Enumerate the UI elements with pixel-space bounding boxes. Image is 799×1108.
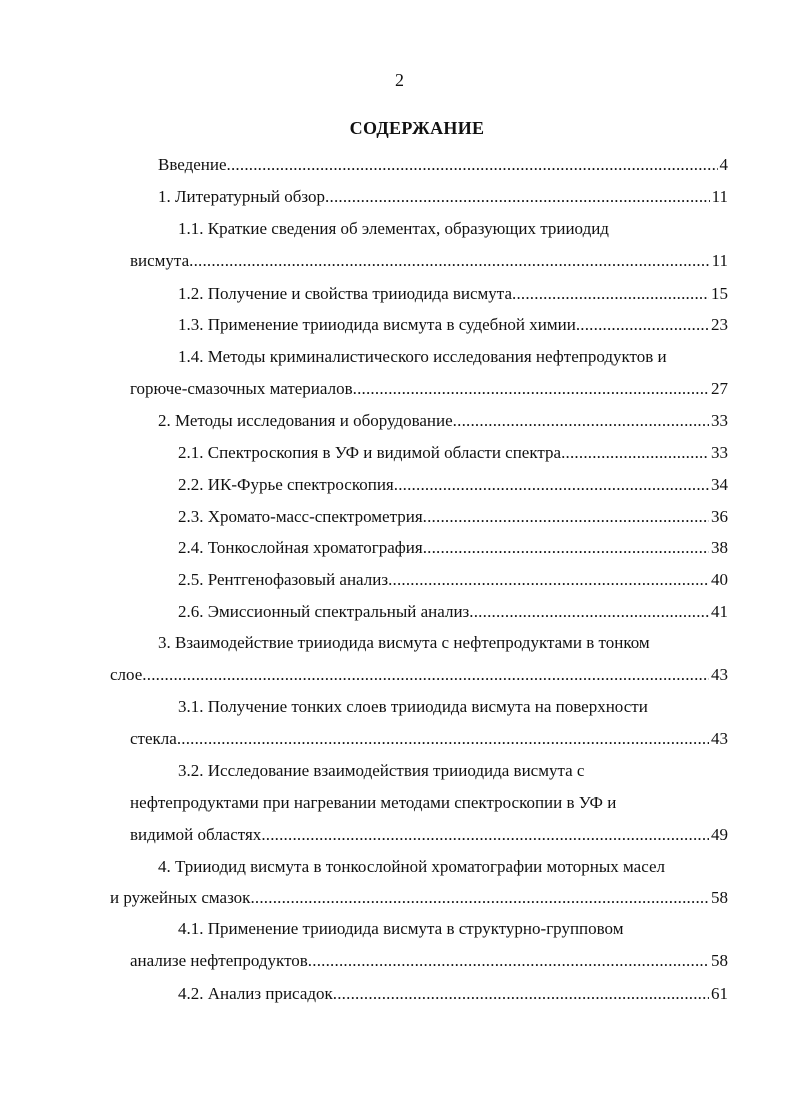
toc-entry-label: 2.1. Спектроскопия в УФ и видимой области спектра (178, 443, 562, 462)
toc-entry-page: 11 (711, 187, 728, 206)
toc-leader (333, 983, 709, 1005)
toc-entry-label: 1.3. Применение трииодида висмута в судебной химии (178, 315, 576, 334)
toc-entry-page: 61 (711, 984, 728, 1003)
toc-entry-label: 2.5. Рентгенофазовый анализ (178, 570, 389, 589)
toc-entry-page: 11 (711, 251, 728, 270)
toc-entry-s3-1-line1[interactable]: 3.1. Получение тонких слоев трииодида висмута на поверхности (178, 697, 648, 716)
toc-leader (250, 887, 709, 909)
toc-leader (469, 601, 709, 623)
toc-entry-s3-2-line2[interactable]: нефтепродуктами при нагревании методами спектроскопии в УФ и (130, 793, 617, 812)
toc-entry-page: 58 (711, 888, 728, 907)
toc-leader (227, 154, 718, 176)
toc-entry-s2-3[interactable] (178, 506, 728, 528)
toc-entry-s3-1[interactable] (130, 728, 728, 750)
toc-entry-s4-line1[interactable]: 4. Трииодид висмута в тонкослойной хроматографии моторных масел (158, 857, 666, 876)
toc-entry-intro[interactable] (158, 154, 728, 176)
page-title: СОДЕРЖАНИЕ (349, 118, 485, 138)
toc-leader (561, 442, 709, 464)
toc-entry-s4-1-line1[interactable]: 4.1. Применение трииодида висмута в структурно-групповом (178, 919, 624, 938)
toc-leader (512, 283, 709, 305)
toc-entry-label: горюче-смазочных материалов (130, 379, 353, 398)
toc-entry-s1-1-line1[interactable]: 1.1. Краткие сведения об элементах, образующих трииодид (178, 219, 609, 238)
toc-leader (423, 537, 709, 559)
toc-entry-label: 1. Литературный обзор (158, 187, 326, 206)
toc-entry-page: 36 (711, 507, 728, 526)
toc-entry-page: 49 (711, 825, 728, 844)
toc-entry-page: 33 (711, 443, 728, 462)
toc-entry-s1-2[interactable] (178, 283, 728, 305)
toc-entry-s2-1[interactable] (178, 442, 728, 464)
toc-leader (353, 378, 709, 400)
toc-entry-s2-4[interactable] (178, 537, 728, 559)
toc-entry-label: стекла (130, 729, 177, 748)
toc-entry-s1-4[interactable] (130, 378, 728, 400)
toc-leader (453, 410, 709, 432)
toc-entry-s1-1[interactable] (130, 250, 728, 272)
toc-entry-page: 15 (711, 284, 728, 303)
toc-entry-s3-line1[interactable]: 3. Взаимодействие трииодида висмута с нефтепродуктами в тонком (158, 633, 650, 652)
toc-entry-label: слое (110, 665, 143, 684)
toc-entry-page: 58 (711, 951, 728, 970)
toc-leader (394, 474, 709, 496)
toc-entry-label: 2.4. Тонкослойная хроматография (178, 538, 423, 557)
toc-entry-page: 40 (711, 570, 728, 589)
toc-entry-s2-5[interactable] (178, 569, 728, 591)
toc-leader (189, 250, 710, 272)
toc-entry-page: 41 (711, 602, 728, 621)
toc-leader (325, 186, 710, 208)
toc-entry-s4-2[interactable] (178, 983, 728, 1005)
toc-entry-s2[interactable] (158, 410, 728, 432)
toc-entry-page: 38 (711, 538, 728, 557)
toc-entry-label: видимой областях (130, 825, 262, 844)
toc-entry-page: 23 (711, 315, 728, 334)
toc-entry-s2-6[interactable] (178, 601, 728, 623)
toc-entry-s1-3[interactable] (178, 314, 728, 336)
toc-entry-label: 2.3. Хромато-масс-спектрометрия (178, 507, 423, 526)
toc-entry-label: и ружейных смазок (110, 888, 251, 907)
toc-entry-label: 2.2. ИК-Фурье спектроскопия (178, 475, 394, 494)
toc-entry-s1[interactable] (158, 186, 728, 208)
toc-entry-label: 2. Методы исследования и оборудование (158, 411, 453, 430)
toc-entry-page: 43 (711, 729, 728, 748)
toc-entry-label: 2.6. Эмиссионный спектральный анализ (178, 602, 470, 621)
toc-leader (576, 314, 709, 336)
toc-entry-s3-2-line1[interactable]: 3.2. Исследование взаимодействия трииодида висмута с (178, 761, 585, 780)
toc-leader (388, 569, 709, 591)
toc-leader (177, 728, 709, 750)
toc-entry-s3-2[interactable] (130, 824, 728, 846)
toc-entry-label: 4.2. Анализ присадок (178, 984, 333, 1003)
toc-entry-s4[interactable] (110, 887, 728, 909)
toc-entry-page: 27 (711, 379, 728, 398)
page-number: 2 (395, 70, 404, 90)
toc-entry-label: 1.2. Получение и свойства трииодида висмута (178, 284, 512, 303)
toc-leader (423, 506, 709, 528)
toc-entry-page: 4 (719, 155, 728, 174)
toc-leader (261, 824, 709, 846)
toc-entry-label: висмута (130, 251, 190, 270)
toc-entry-page: 43 (711, 665, 728, 684)
toc-leader (142, 664, 709, 686)
toc-leader (308, 950, 709, 972)
toc-entry-page: 34 (711, 475, 728, 494)
toc-entry-label: анализе нефтепродуктов (130, 951, 308, 970)
toc-entry-label: Введение (158, 155, 227, 174)
toc-entry-s4-1[interactable] (130, 950, 728, 972)
toc-entry-page: 33 (711, 411, 728, 430)
toc-entry-s2-2[interactable] (178, 474, 728, 496)
toc-entry-s1-4-line1[interactable]: 1.4. Методы криминалистического исследования нефтепродуктов и (178, 347, 667, 366)
toc-entry-s3[interactable] (110, 664, 728, 686)
